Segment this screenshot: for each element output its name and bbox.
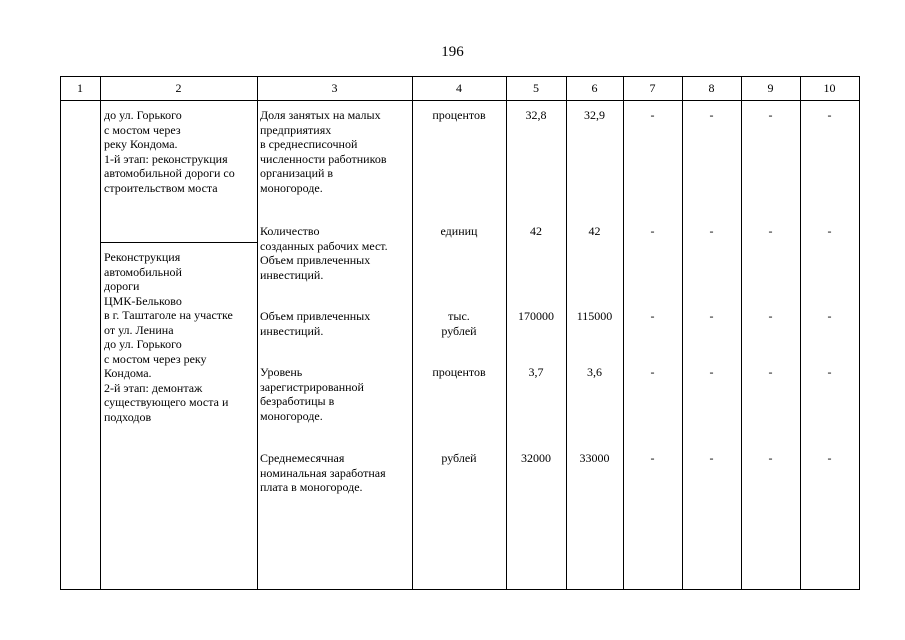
value-col-7: -: [650, 108, 655, 122]
value-col-8: -: [709, 365, 714, 379]
value-col-7: -: [650, 224, 655, 238]
value-col-8: -: [709, 451, 714, 465]
indicator-unit: единиц: [440, 224, 478, 238]
value-col-5: 3,7: [528, 365, 544, 379]
value-col-5: 32000: [521, 451, 551, 465]
object-divider: [100, 242, 257, 243]
column-header: 3: [331, 81, 338, 95]
column-border: [100, 76, 101, 590]
value-col-10: -: [827, 309, 832, 323]
value-col-6: 33000: [579, 451, 610, 465]
indicator-unit: тыс. рублей: [441, 309, 477, 338]
value-col-8: -: [709, 224, 714, 238]
column-header: 8: [708, 81, 715, 95]
indicator-unit: рублей: [441, 451, 477, 465]
value-col-5: 170000: [518, 309, 554, 323]
column-border: [682, 76, 683, 590]
value-col-7: -: [650, 365, 655, 379]
object-description: Реконструкция автомобильной дороги ЦМК-Бельково в г. Таштаголе на участке от ул. Ленина до ул. Горького с мостом через реку Кондома. 2-й этап: демонтаж существующего моста и подходов: [104, 250, 233, 424]
column-header: 9: [767, 81, 774, 95]
value-col-5: 32,8: [525, 108, 547, 122]
indicator-unit: процентов: [432, 365, 486, 379]
value-col-9: -: [768, 309, 773, 323]
object-description: до ул. Горького с мостом через реку Кондома. 1-й этап: реконструкция автомобильной дороги со строительством моста: [104, 108, 235, 195]
value-col-6: 115000: [576, 309, 613, 323]
indicator-unit: процентов: [432, 108, 486, 122]
value-col-6: 42: [588, 224, 601, 238]
indicator-name: Объем привлеченных инвестиций.: [260, 309, 371, 338]
value-col-8: -: [709, 309, 714, 323]
value-col-9: -: [768, 365, 773, 379]
column-border: [257, 76, 258, 590]
column-header: 4: [456, 81, 462, 95]
value-col-8: -: [709, 108, 714, 122]
column-border: [800, 76, 801, 590]
value-col-10: -: [827, 224, 832, 238]
indicator-name: Среднемесячная номинальная заработная плата в моногороде.: [260, 451, 386, 494]
column-border: [623, 76, 624, 590]
value-col-10: -: [827, 365, 832, 379]
header-bottom-border: [60, 100, 860, 101]
value-col-10: -: [827, 451, 832, 465]
column-border: [859, 76, 860, 590]
column-header: 10: [823, 81, 836, 95]
column-header: 2: [175, 81, 182, 95]
column-border: [60, 76, 61, 590]
column-border: [506, 76, 507, 590]
value-col-5: 42: [530, 224, 542, 238]
indicator-name: Количество созданных рабочих мест. Объем привлеченных инвестиций.: [260, 224, 388, 282]
value-col-6: 32,9: [584, 108, 605, 122]
indicator-name: Доля занятых на малых предприятиях в среднесписочной численности работников организаций в моногороде.: [260, 108, 387, 195]
table-bottom-border: [60, 589, 860, 590]
value-col-9: -: [768, 224, 773, 238]
column-header: 7: [649, 81, 656, 95]
column-border: [741, 76, 742, 590]
column-border: [566, 76, 567, 590]
column-header: 5: [533, 81, 539, 95]
value-col-7: -: [650, 451, 655, 465]
value-col-7: -: [650, 309, 655, 323]
data-table: [60, 76, 860, 590]
column-header: 6: [591, 81, 598, 95]
value-col-6: 3,6: [587, 365, 602, 379]
value-col-10: -: [827, 108, 832, 122]
indicator-name: Уровень зарегистрированной безработицы в моногороде.: [260, 365, 364, 423]
value-col-9: -: [768, 108, 773, 122]
page-number: 196: [441, 44, 464, 60]
column-header: 1: [77, 81, 83, 95]
value-col-9: -: [768, 451, 773, 465]
